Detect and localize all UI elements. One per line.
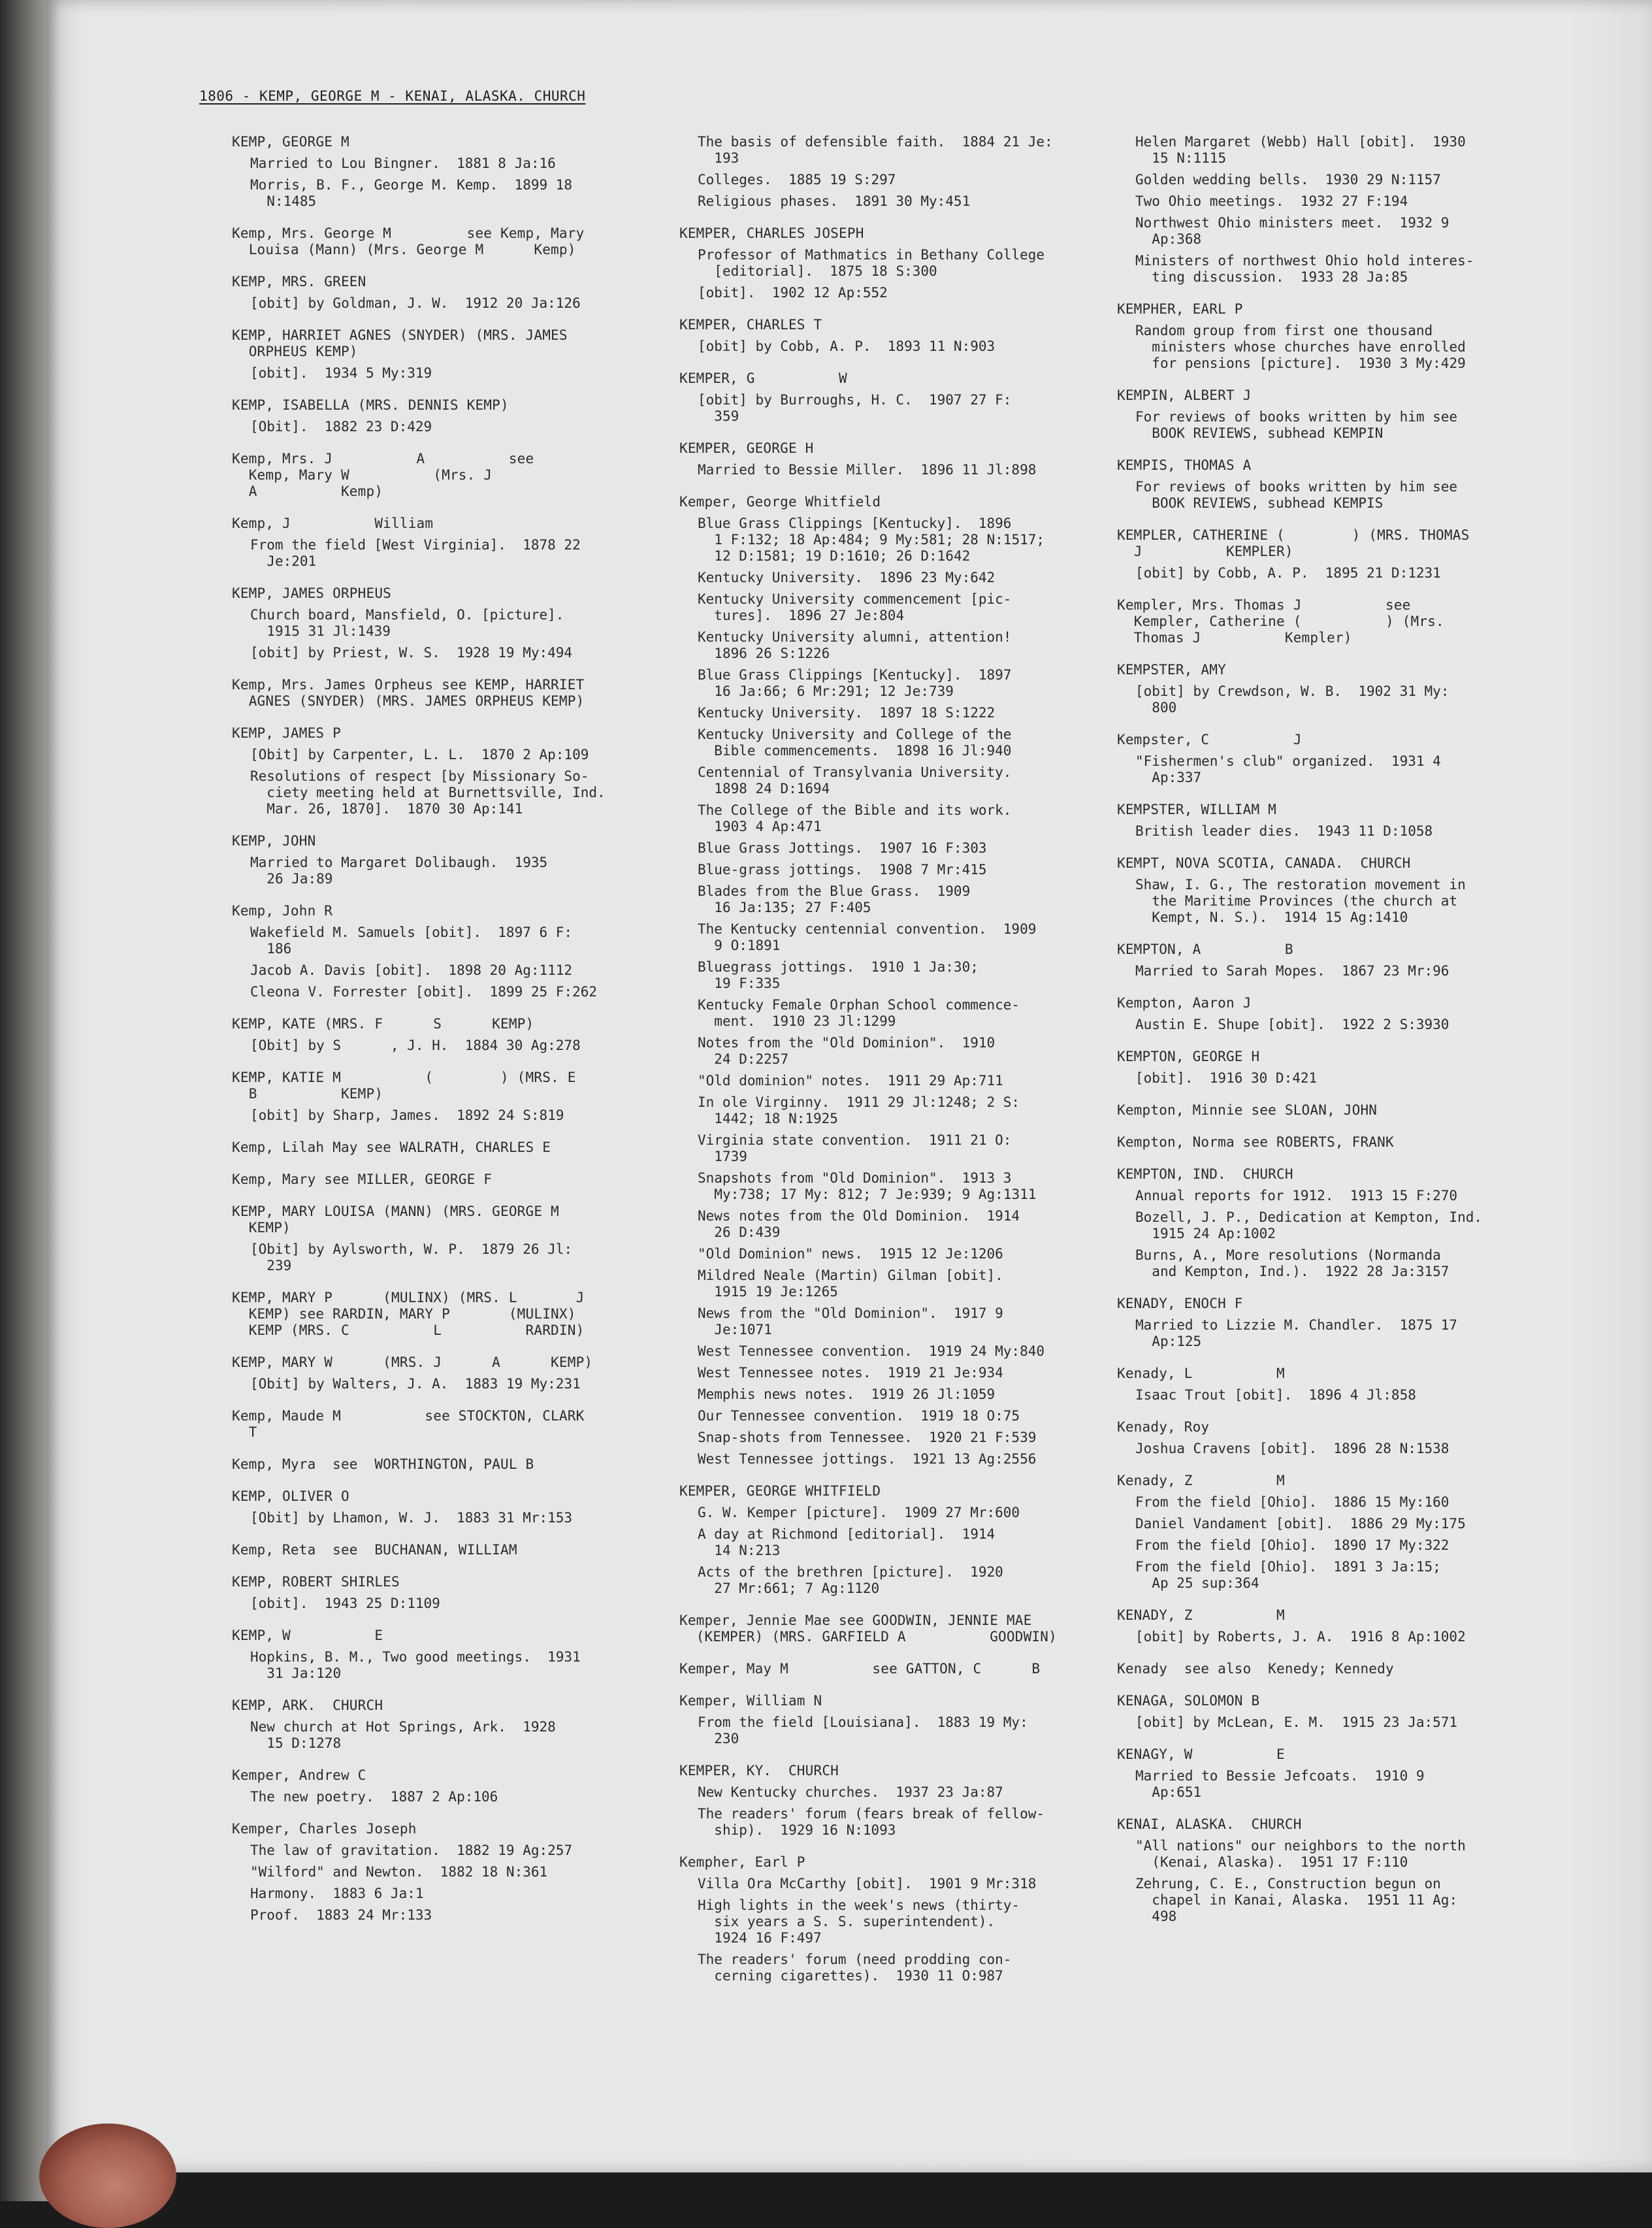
index-entry — [232, 1139, 670, 1156]
index-entry — [1117, 387, 1555, 442]
index-entry — [232, 1354, 670, 1392]
citation: Married to Sarah Mopes. 1867 23 Mr:96 — [1135, 963, 1450, 979]
citation: The new poetry. 1887 2 Ap:106 — [250, 1789, 498, 1805]
index-entry — [232, 1171, 670, 1188]
entry-heading: Kempler, Mrs. Thomas J see Kempler, Catherine ( ) (Mrs. Thomas J Kempler) — [1117, 597, 1444, 646]
entry-heading: KEMPER, GEORGE WHITFIELD — [679, 1483, 881, 1499]
citation: Kentucky University alumni, attention! 1896 26 S:1226 — [698, 629, 1012, 661]
citation: From the field [West Virginia]. 1878 22 Je:201 — [250, 537, 581, 569]
entry-heading: KEMP, W E — [232, 1628, 383, 1643]
entry-heading: KEMPTON, GEORGE H — [1117, 1049, 1260, 1064]
entry-heading: Kemp, Mary see MILLER, GEORGE F — [232, 1171, 493, 1187]
citation: Villa Ora McCarthy [obit]. 1901 9 Mr:318 — [698, 1876, 1037, 1892]
entry-heading: Kemp, Lilah May see WALRATH, CHARLES E — [232, 1139, 551, 1155]
index-entry — [232, 1767, 670, 1805]
citation: Cleona V. Forrester [obit]. 1899 25 F:262 — [250, 984, 598, 1000]
citation: Married to Margaret Dolibaugh. 1935 26 Ja:89 — [250, 855, 548, 887]
citation: In ole Virginny. 1911 29 Jl:1248; 2 S: 1442; 18 N:1925 — [698, 1094, 1020, 1126]
entry-heading: Kempton, Minnie see SLOAN, JOHN — [1117, 1102, 1378, 1118]
index-entry — [232, 1542, 670, 1558]
citation: The readers' forum (fears break of fellow- ship). 1929 16 N:1093 — [698, 1806, 1045, 1838]
citation: The College of the Bible and its work. 1903 4 Ap:471 — [698, 802, 1012, 834]
citation: Snapshots from "Old Dominion". 1913 3 My:738; 17 My: 812; 7 Je:939; 9 Ag:1311 — [698, 1170, 1037, 1202]
citation: The basis of defensible faith. 1884 21 Je: 193 — [698, 134, 1053, 166]
entry-heading: Kempton, Aaron J — [1117, 995, 1252, 1011]
entry-heading: Kemper, George Whitfield — [679, 494, 881, 510]
citation: [obit] by Goldman, J. W. 1912 20 Ja:126 — [250, 295, 581, 311]
entry-heading: Kemp, J William — [232, 516, 434, 531]
citation: News from the "Old Dominion". 1917 9 Je:1071 — [698, 1305, 1003, 1337]
entry-heading: Kenady, L M — [1117, 1366, 1285, 1381]
index-entry — [1117, 301, 1555, 372]
entry-heading: Kemper, William N — [679, 1693, 822, 1709]
index-entry — [679, 134, 1117, 210]
index-entry — [232, 1070, 670, 1124]
index-entry — [232, 327, 670, 382]
index-entry — [232, 833, 670, 887]
citation: News notes from the Old Dominion. 1914 26 D:439 — [698, 1208, 1020, 1240]
citation: Helen Margaret (Webb) Hall [obit]. 1930 15 N:1115 — [1135, 134, 1466, 166]
citation: Acts of the brethren [picture]. 1920 27 Mr:661; 7 Ag:1120 — [698, 1564, 1003, 1596]
index-entry — [1117, 1746, 1555, 1801]
citation: Northwest Ohio ministers meet. 1932 9 Ap:368 — [1135, 215, 1450, 247]
index-entry — [1117, 1049, 1555, 1087]
index-entry — [1117, 1419, 1555, 1457]
index-entry — [1117, 457, 1555, 512]
entry-heading: KEMP, MARY LOUISA (MANN) (MRS. GEORGE M KEMP) — [232, 1204, 559, 1236]
citation: [obit] by Roberts, J. A. 1916 8 Ap:1002 — [1135, 1629, 1466, 1645]
citation: Professor of Mathmatics in Bethany College [editorial]. 1875 18 S:300 — [698, 247, 1045, 279]
citation: Notes from the "Old Dominion". 1910 24 D:2257 — [698, 1035, 996, 1067]
citation: [Obit] by Aylsworth, W. P. 1879 26 Jl: 239 — [250, 1241, 573, 1273]
citation: Married to Lou Bingner. 1881 8 Ja:16 — [250, 156, 556, 171]
citation: Married to Bessie Jefcoats. 1910 9 Ap:651 — [1135, 1768, 1425, 1800]
index-entry — [1117, 802, 1555, 840]
index-entry — [232, 1697, 670, 1752]
index-entry — [679, 1661, 1117, 1677]
index-entry — [232, 1204, 670, 1274]
entry-heading: KEMPER, GEORGE H — [679, 440, 814, 456]
entry-heading: Kemp, Mrs. J A see Kemp, Mary W (Mrs. J A Kemp) — [232, 451, 534, 499]
entry-heading: KEMP, KATIE M ( ) (MRS. E B KEMP) — [232, 1070, 576, 1102]
index-entry — [679, 370, 1117, 425]
citation: The Kentucky centennial convention. 1909 9 O:1891 — [698, 921, 1037, 953]
entry-heading: KEMPHER, EARL P — [1117, 301, 1243, 317]
entry-heading: Kemp, Mrs. James Orpheus see KEMP, HARRIET AGNES (SNYDER) (MRS. JAMES ORPHEUS KEMP) — [232, 677, 585, 709]
entry-heading: KENADY, Z M — [1117, 1607, 1285, 1623]
index-entry — [232, 225, 670, 258]
index-column-2 — [679, 134, 1117, 2000]
citation: Random group from first one thousand ministers whose churches have enrolled for pensions [picture]. 1930 3 My:429 — [1135, 323, 1466, 371]
entry-heading: KEMP, ARK. CHURCH — [232, 1697, 383, 1713]
citation: Memphis news notes. 1919 26 Jl:1059 — [698, 1386, 996, 1402]
entry-heading: Kempton, Norma see ROBERTS, FRANK — [1117, 1134, 1394, 1150]
index-entry — [232, 134, 670, 210]
index-entry — [1117, 732, 1555, 786]
citation: Resolutions of respect [by Missionary So- ciety meeting held at Burnettsville, Ind. Mar. 26, 1870]. 1870 30 Ap:141 — [250, 768, 606, 817]
entry-heading: KEMPIS, THOMAS A — [1117, 457, 1252, 473]
entry-heading: KEMP, JAMES P — [232, 725, 341, 741]
citation: West Tennessee jottings. 1921 13 Ag:2556 — [698, 1451, 1037, 1467]
citation: From the field [Ohio]. 1886 15 My:160 — [1135, 1494, 1450, 1510]
index-entry — [1117, 1473, 1555, 1592]
thumb — [39, 2123, 176, 2228]
citation: Kentucky Female Orphan School commence- ment. 1910 23 Jl:1299 — [698, 997, 1020, 1029]
index-entry — [232, 274, 670, 312]
citation: Ministers of northwest Ohio hold interes- ting discussion. 1933 28 Ja:85 — [1135, 253, 1474, 285]
index-entry — [1117, 1366, 1555, 1403]
index-entry — [232, 677, 670, 710]
citation: Blades from the Blue Grass. 1909 16 Ja:135; 27 F:405 — [698, 883, 971, 915]
citation: Mildred Neale (Martin) Gilman [obit]. 1915 19 Je:1265 — [698, 1268, 1003, 1300]
citation: [Obit] by S , J. H. 1884 30 Ag:278 — [250, 1038, 581, 1053]
citation: Our Tennessee convention. 1919 18 O:75 — [698, 1408, 1020, 1424]
entry-heading: Kemper, Charles Joseph — [232, 1821, 417, 1837]
citation: Kentucky University. 1896 23 My:642 — [698, 570, 996, 585]
citation: [obit]. 1943 25 D:1109 — [250, 1596, 440, 1611]
citation: Isaac Trout [obit]. 1896 4 Jl:858 — [1135, 1387, 1416, 1403]
citation: British leader dies. 1943 11 D:1058 — [1135, 823, 1433, 839]
index-entry — [1117, 855, 1555, 926]
citation: Shaw, I. G., The restoration movement in the Maritime Provinces (the church at Kempt, N. S.). 1914 15 Ag:1410 — [1135, 877, 1466, 925]
citation: [obit] by Sharp, James. 1892 24 S:819 — [250, 1107, 564, 1123]
entry-heading: KEMPT, NOVA SCOTIA, CANADA. CHURCH — [1117, 855, 1411, 871]
citation: Snap-shots from Tennessee. 1920 21 F:539 — [698, 1430, 1037, 1445]
citation: Married to Bessie Miller. 1896 11 Jl:898 — [698, 462, 1037, 478]
index-entry — [1117, 1693, 1555, 1731]
citation: Bozell, J. P., Dedication at Kempton, Ind. 1915 24 Ap:1002 — [1135, 1209, 1483, 1241]
index-entry — [1117, 1607, 1555, 1645]
index-column-3 — [1117, 134, 1555, 1941]
index-entry — [679, 1613, 1117, 1645]
citation: Religious phases. 1891 30 My:451 — [698, 193, 971, 209]
citation: Zehrung, C. E., Construction begun on chapel in Kanai, Alaska. 1951 11 Ag: 498 — [1135, 1876, 1458, 1924]
entry-heading: Kempher, Earl P — [679, 1854, 805, 1870]
index-entry — [232, 1290, 670, 1339]
citation: Austin E. Shupe [obit]. 1922 2 S:3930 — [1135, 1017, 1450, 1032]
citation: From the field [Ohio]. 1890 17 My:322 — [1135, 1537, 1450, 1553]
entry-heading: Kemp, Maude M see STOCKTON, CLARK T — [232, 1408, 585, 1440]
entry-heading: Kenady see also Kenedy; Kennedy — [1117, 1661, 1394, 1677]
citation: Daniel Vandament [obit]. 1886 29 My:175 — [1135, 1516, 1466, 1532]
entry-heading: KENAGY, W E — [1117, 1746, 1285, 1762]
entry-heading: KEMP, MARY W (MRS. J A KEMP) — [232, 1354, 593, 1370]
citation: Kentucky University and College of the Bible commencements. 1898 16 Jl:940 — [698, 727, 1012, 759]
citation: G. W. Kemper [picture]. 1909 27 Mr:600 — [698, 1505, 1020, 1520]
citation: Harmony. 1883 6 Ja:1 — [250, 1886, 424, 1901]
citation: Two Ohio meetings. 1932 27 F:194 — [1135, 193, 1408, 209]
citation: Morris, B. F., George M. Kemp. 1899 18 N:1485 — [250, 177, 573, 209]
citation: New Kentucky churches. 1937 23 Ja:87 — [698, 1784, 1003, 1800]
citation: Kentucky University. 1897 18 S:1222 — [698, 705, 996, 721]
entry-heading: Kemper, Jennie Mae see GOODWIN, JENNIE MAE (KEMPER) (MRS. GARFIELD A GOODWIN) — [679, 1613, 1057, 1645]
citation: Virginia state convention. 1911 21 O: 1739 — [698, 1132, 1012, 1164]
entry-heading: Kenady, Z M — [1117, 1473, 1285, 1488]
citation: Centennial of Transylvania University. 1898 24 D:1694 — [698, 764, 1012, 796]
entry-heading: KEMPER, KY. CHURCH — [679, 1763, 839, 1778]
citation: Blue Grass Clippings [Kentucky]. 1896 1 F:132; 18 Ap:484; 9 My:581; 28 N:1517; 12 D:1581; 19 D:1610; 26 D:1642 — [698, 516, 1045, 564]
citation: West Tennessee convention. 1919 24 My:840 — [698, 1343, 1045, 1359]
index-entry — [1117, 942, 1555, 979]
citation: "All nations" our neighbors to the north (Kenai, Alaska). 1951 17 F:110 — [1135, 1838, 1466, 1870]
citation: High lights in the week's news (thirty- six years a S. S. superintendent). 1924 16 F:497 — [698, 1897, 1020, 1946]
page-header: 1806 - KEMP, GEORGE M - KENAI, ALASKA. CHURCH — [199, 88, 586, 104]
index-entry — [679, 225, 1117, 301]
entry-heading: KEMP, OLIVER O — [232, 1488, 349, 1504]
index-entry — [1117, 597, 1555, 646]
index-entry — [232, 516, 670, 570]
citation: Hopkins, B. M., Two good meetings. 1931 31 Ja:120 — [250, 1649, 581, 1681]
entry-heading: KEMP, JOHN — [232, 833, 316, 849]
entry-heading: Kemp, Mrs. George M see Kemp, Mary Louisa (Mann) (Mrs. George M Kemp) — [232, 225, 585, 257]
index-entry — [1117, 1661, 1555, 1677]
entry-heading: Kenady, Roy — [1117, 1419, 1210, 1435]
citation: Blue Grass Jottings. 1907 16 F:303 — [698, 840, 987, 856]
entry-heading: KENAI, ALASKA. CHURCH — [1117, 1816, 1302, 1832]
citation: [obit] by Priest, W. S. 1928 19 My:494 — [250, 645, 573, 661]
index-entry — [679, 1483, 1117, 1597]
citation: Jacob A. Davis [obit]. 1898 20 Ag:1112 — [250, 962, 573, 978]
index-entry — [679, 440, 1117, 478]
index-column-1 — [232, 134, 670, 1939]
citation: Proof. 1883 24 Mr:133 — [250, 1907, 432, 1923]
index-entry — [232, 725, 670, 817]
index-entry — [679, 1854, 1117, 1984]
entry-heading: KEMP, HARRIET AGNES (SNYDER) (MRS. JAMES ORPHEUS KEMP) — [232, 327, 568, 359]
index-entry — [232, 1408, 670, 1441]
entry-heading: KEMP, KATE (MRS. F S KEMP) — [232, 1016, 534, 1032]
index-entry — [1117, 1102, 1555, 1119]
citation: "Fishermen's club" organized. 1931 4 Ap:337 — [1135, 753, 1441, 785]
citation: A day at Richmond [editorial]. 1914 14 N:213 — [698, 1526, 996, 1558]
citation: Wakefield M. Samuels [obit]. 1897 6 F: 186 — [250, 925, 573, 957]
citation: [obit] by Cobb, A. P. 1893 11 N:903 — [698, 338, 996, 354]
entry-heading: Kemper, Andrew C — [232, 1767, 366, 1783]
entry-heading: KEMP, MARY P (MULINX) (MRS. L J KEMP) see RARDIN, MARY P (MULINX) KEMP (MRS. C L RARDIN) — [232, 1290, 585, 1338]
entry-heading: KEMP, ISABELLA (MRS. DENNIS KEMP) — [232, 397, 509, 413]
index-entry — [232, 1574, 670, 1612]
citation: Bluegrass jottings. 1910 1 Ja:30; 19 F:335 — [698, 959, 979, 991]
citation: [Obit]. 1882 23 D:429 — [250, 419, 432, 434]
entry-heading: KEMP, GEORGE M — [232, 134, 349, 150]
citation: Blue Grass Clippings [Kentucky]. 1897 16 Ja:66; 6 Mr:291; 12 Je:739 — [698, 667, 1012, 699]
index-entry — [1117, 1296, 1555, 1350]
citation: [obit]. 1916 30 D:421 — [1135, 1070, 1318, 1086]
citation: Blue-grass jottings. 1908 7 Mr:415 — [698, 862, 987, 877]
index-entry — [232, 1821, 670, 1924]
index-entry — [1117, 134, 1555, 286]
entry-heading: KEMPTON, IND. CHURCH — [1117, 1166, 1293, 1182]
entry-heading: KEMPTON, A B — [1117, 942, 1293, 957]
index-entry — [1117, 995, 1555, 1033]
index-entry — [679, 1693, 1117, 1747]
index-entry — [1117, 527, 1555, 582]
index-entry — [679, 1763, 1117, 1839]
entry-heading: KEMPER, CHARLES T — [679, 317, 822, 333]
entry-heading: KEMPSTER, WILLIAM M — [1117, 802, 1277, 817]
citation: [obit] by Cobb, A. P. 1895 21 D:1231 — [1135, 565, 1441, 581]
entry-heading: Kemp, John R — [232, 903, 333, 919]
index-entry — [232, 1456, 670, 1473]
index-entry — [1117, 1166, 1555, 1280]
citation: [Obit] by Carpenter, L. L. 1870 2 Ap:109 — [250, 747, 589, 762]
index-entry — [679, 494, 1117, 1467]
citation: Married to Lizzie M. Chandler. 1875 17 Ap:125 — [1135, 1317, 1458, 1349]
citation: Golden wedding bells. 1930 29 N:1157 — [1135, 172, 1441, 188]
citation: Colleges. 1885 19 S:297 — [698, 172, 896, 188]
citation: "Old dominion" notes. 1911 29 Ap:711 — [698, 1073, 1003, 1089]
entry-heading: KEMPER, G W — [679, 370, 847, 386]
entry-heading: Kemp, Reta see BUCHANAN, WILLIAM — [232, 1542, 517, 1558]
citation: [obit] by Crewdson, W. B. 1902 31 My: 800 — [1135, 683, 1450, 715]
citation: [obit] by McLean, E. M. 1915 23 Ja:571 — [1135, 1714, 1458, 1730]
entry-heading: KEMPIN, ALBERT J — [1117, 387, 1252, 403]
citation: From the field [Louisiana]. 1883 19 My: 230 — [698, 1714, 1028, 1746]
index-entry — [1117, 662, 1555, 716]
citation: Burns, A., More resolutions (Normanda and Kempton, Ind.). 1922 28 Ja:3157 — [1135, 1247, 1450, 1279]
index-entry — [232, 903, 670, 1000]
entry-heading: KEMPSTER, AMY — [1117, 662, 1226, 678]
index-entry — [232, 1628, 670, 1682]
citation: For reviews of books written by him see BOOK REVIEWS, subhead KEMPIN — [1135, 409, 1458, 441]
citation: From the field [Ohio]. 1891 3 Ja:15; Ap 25 sup:364 — [1135, 1559, 1441, 1591]
citation: [Obit] by Walters, J. A. 1883 19 My:231 — [250, 1376, 581, 1392]
index-entry — [232, 397, 670, 435]
index-entry — [679, 317, 1117, 355]
citation: The law of gravitation. 1882 19 Ag:257 — [250, 1843, 573, 1858]
citation: West Tennessee notes. 1919 21 Je:934 — [698, 1365, 1003, 1381]
index-entry — [232, 1488, 670, 1526]
entry-heading: Kemp, Myra see WORTHINGTON, PAUL B — [232, 1456, 534, 1472]
citation: The readers' forum (need prodding con- cerning cigarettes). 1930 11 O:987 — [698, 1952, 1012, 1984]
entry-heading: KENAGA, SOLOMON B — [1117, 1693, 1260, 1709]
entry-heading: KENADY, ENOCH F — [1117, 1296, 1243, 1311]
index-entry — [1117, 1816, 1555, 1925]
citation: [Obit] by Lhamon, W. J. 1883 31 Mr:153 — [250, 1510, 573, 1526]
entry-heading: KEMP, MRS. GREEN — [232, 274, 366, 289]
citation: Church board, Mansfield, O. [picture]. 1915 31 Jl:1439 — [250, 607, 564, 639]
index-entry — [232, 451, 670, 500]
index-entry — [232, 585, 670, 661]
citation: [obit]. 1934 5 My:319 — [250, 365, 432, 381]
entry-heading: Kempster, C J — [1117, 732, 1302, 747]
citation: Joshua Cravens [obit]. 1896 28 N:1538 — [1135, 1441, 1450, 1456]
index-entry — [232, 1016, 670, 1054]
entry-heading: KEMP, ROBERT SHIRLES — [232, 1574, 400, 1590]
entry-heading: KEMP, JAMES ORPHEUS — [232, 585, 392, 601]
entry-heading: KEMPER, CHARLES JOSEPH — [679, 225, 864, 241]
citation: [obit] by Burroughs, H. C. 1907 27 F: 359 — [698, 392, 1012, 424]
citation: Kentucky University commencement [pic- tures]. 1896 27 Je:804 — [698, 591, 1012, 623]
citation: Annual reports for 1912. 1913 15 F:270 — [1135, 1188, 1458, 1204]
entry-heading: Kemper, May M see GATTON, C B — [679, 1661, 1041, 1677]
citation: "Wilford" and Newton. 1882 18 N:361 — [250, 1864, 548, 1880]
citation: [obit]. 1902 12 Ap:552 — [698, 285, 888, 301]
book-page — [46, 0, 1652, 2172]
entry-heading: KEMPLER, CATHERINE ( ) (MRS. THOMAS J KEMPLER) — [1117, 527, 1470, 559]
index-entry — [1117, 1134, 1555, 1151]
citation: For reviews of books written by him see BOOK REVIEWS, subhead KEMPIS — [1135, 479, 1458, 511]
citation: New church at Hot Springs, Ark. 1928 15 D:1278 — [250, 1719, 556, 1751]
citation: "Old Dominion" news. 1915 12 Je:1206 — [698, 1246, 1003, 1262]
